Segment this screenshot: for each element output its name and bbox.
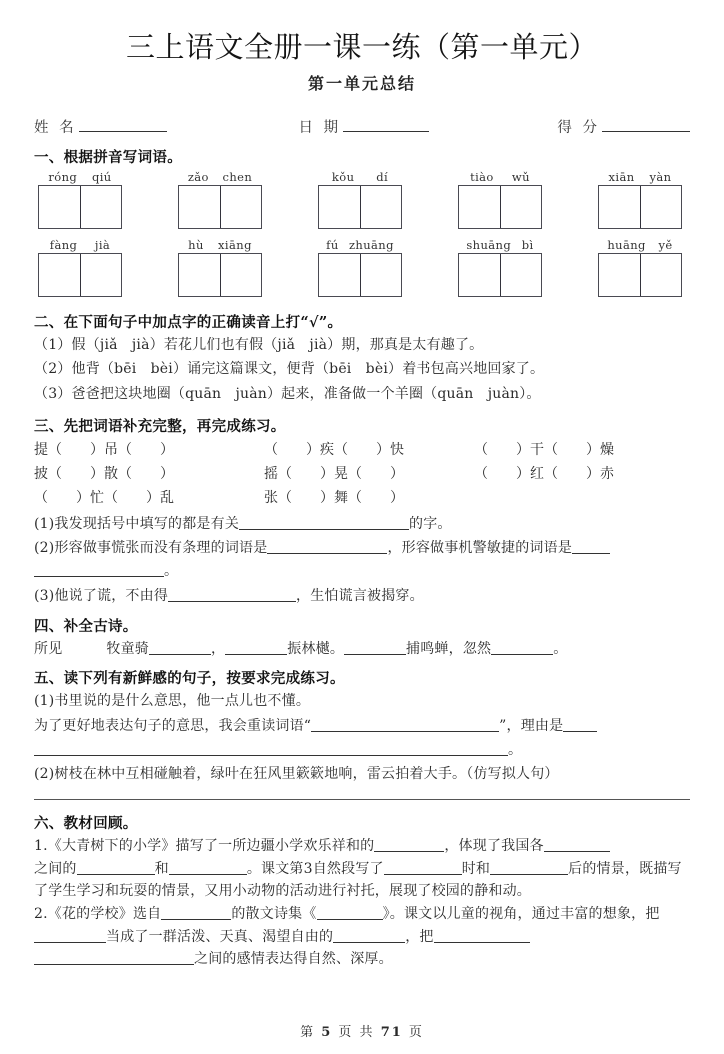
character-cell[interactable]	[459, 254, 500, 296]
date-label: 日 期	[298, 119, 342, 136]
character-cell[interactable]	[179, 254, 220, 296]
character-cell[interactable]	[220, 186, 261, 228]
character-cell[interactable]	[179, 186, 220, 228]
section-five-heading: 五、读下列有新鲜感的句子，按要求完成练习。	[34, 670, 345, 688]
pinyin-word	[38, 169, 122, 229]
q2-text-before: (2)形容做事慌张而没有条理的词语是	[34, 540, 268, 557]
section-five-q1[interactable]: (1)书里说的是什么意思，他一点儿也不懂。	[34, 693, 311, 710]
item2-part-5: ，把	[405, 928, 434, 945]
item2-part-2: 的散文诗集《	[231, 905, 317, 922]
word-item[interactable]: （ ）红（ ）赤	[474, 465, 614, 482]
section-three-q2-cont[interactable]	[34, 560, 694, 583]
item2-blank-6[interactable]	[34, 953, 194, 965]
word-item[interactable]: （ ）忙（ ）乱	[34, 489, 174, 506]
section-three-q1[interactable]	[34, 513, 694, 536]
poem-part-1: 牧童骑	[106, 640, 150, 657]
character-cell[interactable]	[500, 186, 541, 228]
poem-part-4: 捕鸣蝉，忽然	[406, 640, 492, 657]
pinyin-label	[458, 237, 542, 253]
character-box-pair[interactable]	[598, 185, 682, 229]
item2-part-4: 当成了一群活泼、天真、渴望自由的	[106, 928, 334, 945]
character-cell[interactable]	[220, 254, 261, 296]
word-item[interactable]: （ ）干（ ）燥	[474, 441, 614, 458]
section-six-item1[interactable]	[34, 835, 694, 903]
pinyin-word	[318, 169, 402, 229]
word-item[interactable]: 披（ ）散（ ）	[34, 465, 174, 482]
item2-part-1: 2.《花的学校》选自	[34, 905, 162, 922]
poem-part-3: 振林樾。	[287, 640, 345, 657]
pinyin-syllable: xiān	[608, 169, 635, 184]
poem-part-5: 。	[553, 640, 568, 657]
word-item[interactable]: 提（ ）吊（ ）	[34, 441, 174, 458]
character-cell[interactable]	[39, 254, 80, 296]
item1-part-5: 。课文第3自然段写了	[246, 860, 384, 877]
pinyin-syllable: róng	[48, 169, 78, 184]
pinyin-label	[598, 169, 682, 185]
pinyin-syllable: bì	[521, 237, 534, 252]
name-blank[interactable]	[79, 131, 167, 132]
q1-answer-mid: ”，理由是	[499, 717, 564, 734]
student-meta-row	[30, 116, 694, 137]
word-item[interactable]: 摇（ ）晃（ ）	[264, 465, 404, 482]
item2-blank-3[interactable]	[34, 931, 106, 943]
character-box-pair[interactable]	[178, 185, 262, 229]
pinyin-syllable: qiú	[91, 169, 112, 184]
item2-part-3: 》。课文以儿童的视角，通过丰富的想象，把	[382, 905, 660, 922]
section-six-heading: 六、教材回顾。	[34, 814, 138, 832]
pinyin-word	[598, 237, 682, 297]
pinyin-syllable: dí	[376, 169, 389, 184]
character-box-pair[interactable]	[318, 253, 402, 297]
item1-blank-5[interactable]	[384, 863, 462, 875]
q2-blank-c[interactable]	[34, 565, 164, 577]
pinyin-label	[318, 237, 402, 253]
item1-part-1: 1.《大青树下的小学》描写了一所边疆小学欢乐祥和的	[34, 837, 375, 854]
pinyin-syllable: zhuāng	[348, 237, 394, 252]
q3-text-after: ，生怕谎言被揭穿。	[296, 587, 424, 604]
word-item[interactable]: （ ）疾（ ）快	[264, 441, 404, 458]
item1-blank-6[interactable]	[490, 863, 568, 875]
word-grid-row	[34, 487, 694, 511]
pinyin-syllable: zǎo	[187, 169, 209, 184]
pinyin-label	[318, 169, 402, 185]
q3-text-before: (3)他说了谎，不由得	[34, 587, 169, 604]
section-four-heading: 四、补全古诗。	[34, 617, 138, 635]
character-cell[interactable]	[360, 254, 401, 296]
character-box-pair[interactable]	[318, 185, 402, 229]
character-cell[interactable]	[319, 254, 360, 296]
item2-part-6: 之间的感情表达得自然、深厚。	[194, 951, 393, 968]
character-cell[interactable]	[599, 254, 640, 296]
pinyin-syllable: shuāng	[466, 237, 512, 252]
character-box-pair[interactable]	[458, 185, 542, 229]
q3-blank[interactable]	[168, 590, 296, 602]
section-three-heading: 三、先把词语补充完整，再完成练习。	[34, 417, 286, 435]
character-cell[interactable]	[319, 186, 360, 228]
page-subtitle: 第一单元总结	[307, 73, 416, 93]
q1-answer-end: 。	[508, 741, 523, 758]
item1-blank-3[interactable]	[77, 863, 155, 875]
poem-blank-1[interactable]	[149, 643, 211, 655]
section-four-poem[interactable]	[34, 638, 694, 661]
section-two-item[interactable]: （1）假（jiǎ jià）若花儿们也有假（jiǎ jià）期，那真是太有趣了。	[34, 336, 484, 353]
item1-part-3: 之间的	[34, 860, 77, 877]
poem-title: 所见	[34, 640, 63, 657]
item2-blank-5[interactable]	[434, 931, 530, 943]
pinyin-label	[458, 169, 542, 185]
item2-blank-1[interactable]	[161, 908, 231, 920]
date-field[interactable]	[298, 116, 429, 137]
meta-spacer	[167, 116, 299, 137]
section-three-q3[interactable]	[34, 585, 694, 608]
item2-blank-2[interactable]	[317, 908, 383, 920]
pinyin-syllable: kǒu	[331, 169, 355, 184]
poem-blank-2[interactable]	[225, 643, 287, 655]
word-grid-row	[34, 463, 694, 487]
pinyin-syllable: hù	[188, 237, 204, 252]
item1-part-4: 和	[154, 860, 169, 877]
pinyin-syllable: jià	[94, 237, 111, 252]
character-cell[interactable]	[500, 254, 541, 296]
pinyin-word	[178, 237, 262, 297]
pinyin-word	[318, 237, 402, 297]
section-two-heading: 二、在下面句子中加点字的正确读音上打“√”。	[34, 313, 343, 331]
character-cell[interactable]	[80, 186, 121, 228]
pinyin-syllable: huāng	[607, 237, 646, 252]
item1-part-7: 后的情景，既描写了学生学习和玩耍的情景，又用小动物的活动进行衬托，展现了校园的静和动。	[34, 860, 682, 900]
score-blank[interactable]	[602, 131, 690, 132]
word-item[interactable]: 张（ ）舞（ ）	[264, 489, 404, 506]
character-cell[interactable]	[360, 186, 401, 228]
pinyin-label	[598, 237, 682, 253]
section-one-heading: 一、根据拼音写词语。	[34, 148, 182, 166]
pinyin-row	[30, 237, 694, 305]
poem-part-2: ，	[211, 640, 226, 657]
name-field[interactable]	[34, 116, 167, 137]
q1-blank[interactable]	[239, 518, 409, 530]
character-cell[interactable]	[80, 254, 121, 296]
q1-answer-before: 为了更好地表达句子的意思，我会重读词语“	[34, 717, 312, 734]
section-five-q1-answer[interactable]	[34, 715, 694, 738]
worksheet-page	[0, 30, 724, 1054]
q1-answer-blank-a[interactable]	[311, 720, 499, 732]
character-cell[interactable]	[640, 186, 681, 228]
q1-answer-blank-b[interactable]	[563, 720, 597, 732]
pinyin-syllable: wǔ	[511, 169, 530, 184]
section-five-q2-answer-area[interactable]	[34, 789, 690, 800]
pinyin-word	[38, 237, 122, 297]
pinyin-label	[38, 169, 122, 185]
q2-text-mid: ，形容做事机警敏捷的词语是	[387, 540, 573, 557]
q2-blank-a[interactable]	[267, 542, 387, 554]
section-two-item[interactable]: （3）爸爸把这块地圈（quān juàn）起来，准备做一个羊圈（quān juàn）。	[34, 386, 541, 403]
poem-blank-4[interactable]	[491, 643, 553, 655]
character-box-pair[interactable]	[598, 253, 682, 297]
footer-total-pages: 71	[380, 1025, 403, 1040]
section-five-q1-answer-cont[interactable]	[34, 739, 694, 762]
pinyin-writing-block	[30, 169, 694, 305]
character-box-pair[interactable]	[38, 185, 122, 229]
pinyin-label	[178, 237, 262, 253]
footer-suffix: 页	[408, 1025, 424, 1040]
q1-text-before: (1)我发现括号中填写的都是有关	[34, 515, 240, 532]
page-title: 三上语文全册一课一练（第一单元）	[125, 30, 598, 64]
pinyin-syllable: yě	[658, 237, 673, 252]
pinyin-syllable: fàng	[49, 237, 78, 252]
pinyin-word	[178, 169, 262, 229]
character-cell[interactable]	[640, 254, 681, 296]
item1-blank-2[interactable]	[544, 840, 610, 852]
character-cell[interactable]	[459, 186, 500, 228]
meta-spacer	[429, 116, 557, 137]
poem-blank-3[interactable]	[344, 643, 406, 655]
word-grid-row	[34, 439, 694, 463]
pinyin-word	[458, 169, 542, 229]
pinyin-label	[38, 237, 122, 253]
section-five-q2[interactable]: (2)树枝在林中互相碰触着，绿叶在狂风里簌簌地响，雷云拍着大手。（仿写拟人句）	[34, 766, 559, 783]
footer-mid: 页 共	[338, 1025, 375, 1040]
character-box-pair[interactable]	[178, 253, 262, 297]
character-box-pair[interactable]	[38, 253, 122, 297]
q2-text-end: 。	[164, 563, 179, 580]
pinyin-row	[30, 169, 694, 237]
pinyin-word	[598, 169, 682, 229]
pinyin-syllable: fú	[326, 237, 339, 252]
q2-blank-b[interactable]	[572, 542, 610, 554]
item1-part-2: ，体现了我国各	[444, 837, 544, 854]
section-six-item2[interactable]	[34, 903, 694, 971]
item1-part-6: 时和	[461, 860, 491, 877]
q2-answer-blank[interactable]	[34, 789, 690, 800]
character-cell[interactable]	[39, 186, 80, 228]
pinyin-syllable: xiāng	[218, 237, 252, 252]
section-three-q2[interactable]	[34, 537, 694, 560]
section-two-item[interactable]: （2）他背（bēi bèi）诵完这篇课文，便背（bēi bèi）着书包高兴地回家了。	[34, 361, 545, 378]
score-label: 得 分	[557, 119, 600, 136]
pinyin-syllable: yàn	[649, 169, 672, 184]
character-box-pair[interactable]	[458, 253, 542, 297]
character-cell[interactable]	[599, 186, 640, 228]
footer-prefix: 第	[300, 1025, 316, 1040]
item1-blank-4[interactable]	[169, 863, 247, 875]
item1-blank-1[interactable]	[374, 840, 444, 852]
pinyin-syllable: tiào	[470, 169, 494, 184]
item2-blank-4[interactable]	[333, 931, 405, 943]
date-blank[interactable]	[343, 131, 429, 132]
pinyin-label	[178, 169, 262, 185]
name-label: 姓 名	[34, 119, 77, 136]
q1-text-after: 的字。	[409, 515, 452, 532]
q1-answer-blank-c[interactable]	[34, 744, 508, 756]
pinyin-word	[458, 237, 542, 297]
pinyin-syllable: chen	[222, 169, 253, 184]
footer-page-number: 5	[321, 1025, 333, 1040]
word-completion-grid	[34, 439, 694, 511]
score-field[interactable]	[557, 116, 690, 137]
